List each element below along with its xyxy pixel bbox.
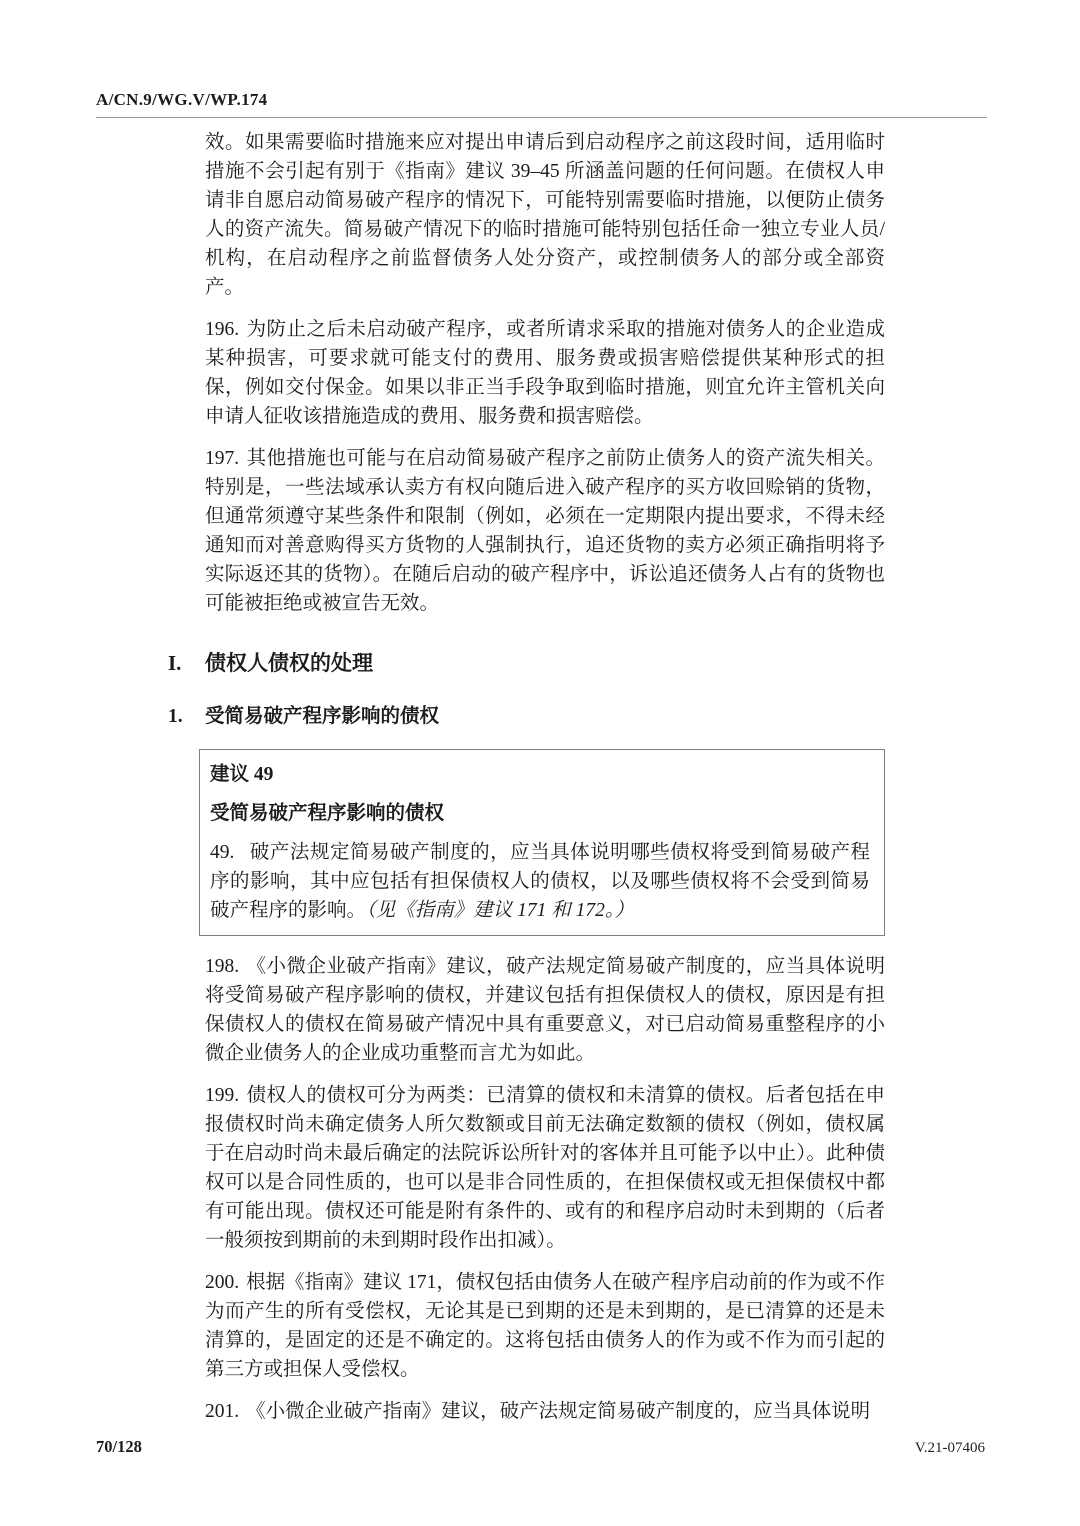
paragraph-196 xyxy=(205,315,885,431)
paragraph-198 xyxy=(205,952,885,1068)
document-symbol: A/CN.9/WG.V/WP.174 xyxy=(96,90,268,109)
paragraph-199 xyxy=(205,1081,885,1255)
section-title: 债权人债权的处理 xyxy=(205,651,373,675)
subsection-heading xyxy=(168,702,885,731)
paragraph-text: 为防止之后未启动破产程序，或者所请求采取的措施对债务人的企业造成某种损害，可要求就可能支付的费用、服务费或损害赔偿提供某种形式的担保，例如交付保金。如果以非正当手段争取到临时措施，则宜允许主管机关向申请人征收该措施造成的费用、服务费和损害赔偿。 xyxy=(205,319,885,427)
recommendation-box xyxy=(199,749,885,936)
recommendation-citation: （见《指南》建议 171 和 172。） xyxy=(366,900,635,921)
recommendation-body xyxy=(210,838,870,925)
paragraph-text: 其他措施也可能与在启动简易破产程序之前防止债务人的资产流失相关。特别是，一些法域承认卖方有权向随后进入破产程序的买方收回赊销的货物，但通常须遵守某些条件和限制（例如，必须在一定期限内提出要求，不得未经通知而对善意购得买方货物的人强制执行，追还货物的卖方必须正确指明将予实际返还其的货物）。在随后启动的破产程序中，诉讼追还债务人占有的货物也可能被拒绝或被宣告无效。 xyxy=(205,448,885,614)
paragraph-text: 《小微企业破产指南》建议，破产法规定简易破产制度的，应当具体说明 xyxy=(246,1401,871,1422)
paragraph-text: 效。如果需要临时措施来应对提出申请后到启动程序之前这段时间，适用临时措施不会引起有别于《指南》建议 39–45 所涵盖问题的任何问题。在债权人申请非自愿启动简易破产程序的情况下，可能特别需要临时措施，以便防止债务人的资产流失。简易破产情况下的临时措施可能特别包括任命一独立专业人员/机构，在启动程序之前监督债务人处分资产，或控制债务人的部分或全部资产。 xyxy=(205,132,885,298)
paragraph-201 xyxy=(205,1397,885,1426)
header-rule xyxy=(96,117,987,118)
subsection-title: 受简易破产程序影响的债权 xyxy=(205,706,440,727)
recommendation-number: 49. xyxy=(210,842,235,863)
paragraph-text: 《小微企业破产指南》建议，破产法规定简易破产制度的，应当具体说明将受简易破产程序影响的债权，并建议包括有担保债权人的债权，原因是有担保债权人的债权在简易破产情况中具有重要意义，对已启动简易重整程序的小微企业债务人的企业成功重整而言尤为如此。 xyxy=(205,956,885,1064)
page-footer xyxy=(96,1437,985,1457)
document-id: V.21-07406 xyxy=(914,1440,985,1456)
paragraph-text: 债权人的债权可分为两类：已清算的债权和未清算的债权。后者包括在申报债权时尚未确定债务人所欠数额或目前无法确定数额的债权（例如，债权属于在启动时尚未最后确定的法院诉讼所针对的客体并且可能予以中止）。此种债权可以是合同性质的，也可以是非合同性质的，在担保债权或无担保债权中都有可能出现。债权还可能是附有条件的、或有的和程序启动时未到期的（后者一般须按到期前的未到期时段作出扣减）。 xyxy=(205,1085,885,1251)
subsection-number: 1. xyxy=(168,706,183,727)
paragraph-number: 197. xyxy=(205,448,240,469)
paragraph-number: 198. xyxy=(205,956,240,977)
paragraph-number: 199. xyxy=(205,1085,240,1106)
page-number: 70/128 xyxy=(96,1437,142,1456)
recommendation-title: 受简易破产程序影响的债权 xyxy=(210,803,445,824)
section-heading xyxy=(168,648,885,678)
paragraph-number: 201. xyxy=(205,1401,240,1422)
document-body xyxy=(168,128,885,1439)
recommendation-text: 破产法规定简易破产制度的，应当具体说明哪些债权将受到简易破产程序的影响，其中应包括有担保债权人的债权，以及哪些债权将不会受到简易破产程序的影响。 xyxy=(210,842,870,921)
paragraph-number: 196. xyxy=(205,319,240,340)
paragraph-number: 200. xyxy=(205,1272,240,1293)
section-number: I. xyxy=(168,651,182,675)
paragraph-text: 根据《指南》建议 171，债权包括由债务人在破产程序启动前的作为或不作为而产生的所有受偿权，无论其是已到期的还是未到期的，是已清算的还是未清算的，是固定的还是不确定的。这将包括由债务人的作为或不作为而引起的第三方或担保人受偿权。 xyxy=(205,1272,885,1380)
paragraph-200 xyxy=(205,1268,885,1384)
paragraph-197 xyxy=(205,444,885,618)
recommendation-label: 建议 49 xyxy=(210,764,274,785)
paragraph-continuation xyxy=(205,128,885,302)
